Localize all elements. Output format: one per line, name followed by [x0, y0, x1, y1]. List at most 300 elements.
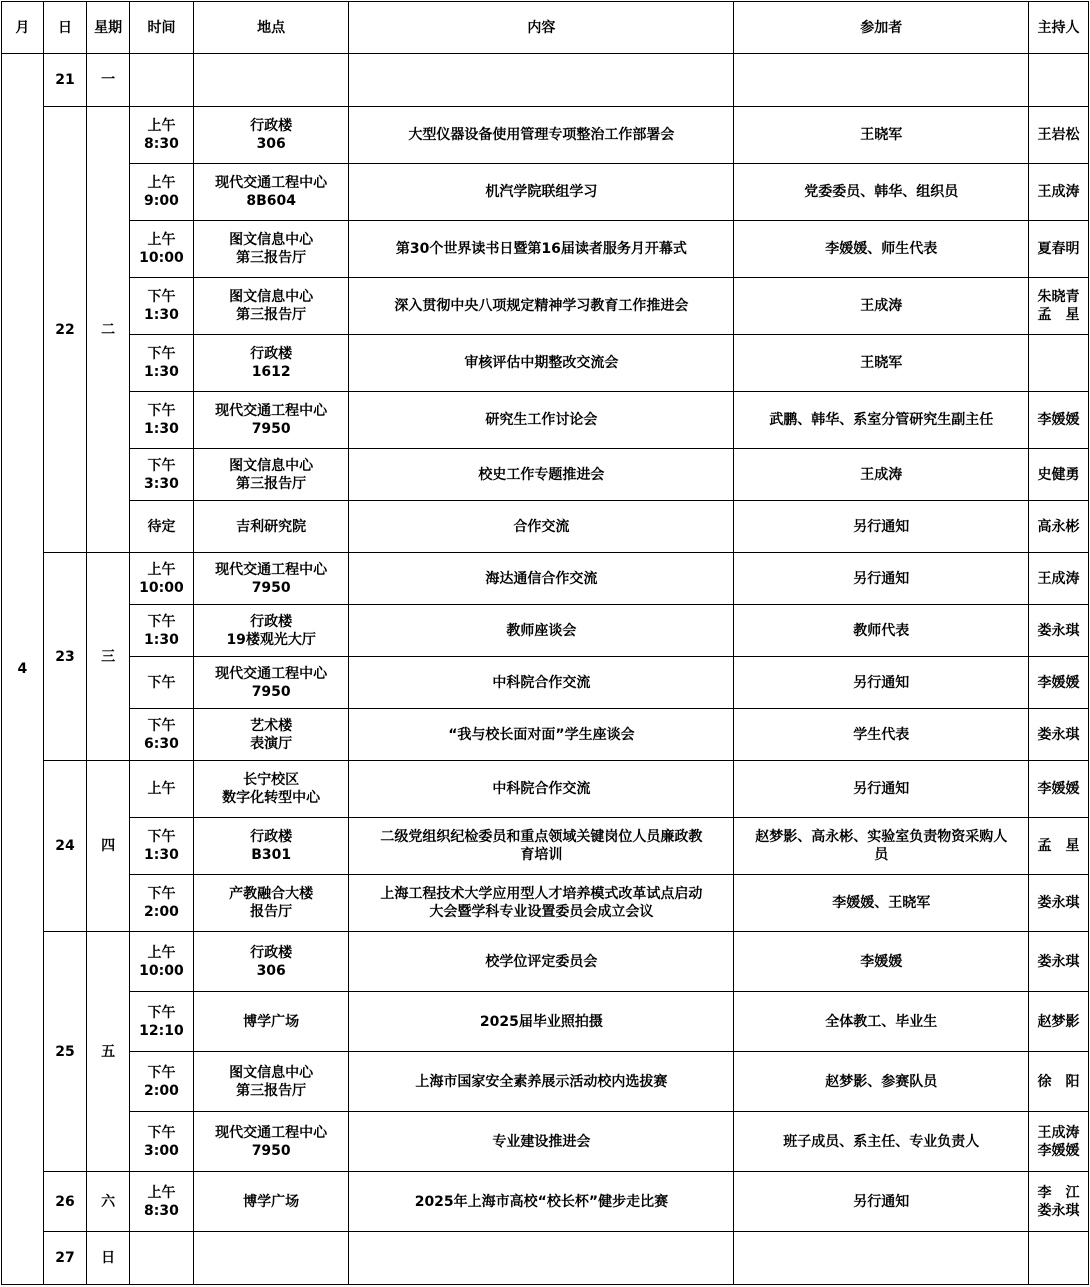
day-cell-line-1: 26	[55, 1193, 75, 1210]
time-cell-line-2: 9:00	[144, 193, 179, 209]
content-cell	[349, 1232, 734, 1285]
day-cell-line-1: 25	[55, 1043, 75, 1060]
location-cell-line-1: 博学广场	[243, 1013, 300, 1030]
participants-cell-line-1: 王成涛	[860, 466, 903, 483]
participants-cell-line-1: 武鹏、韩华、系室分管研究生副主任	[769, 412, 994, 428]
location-cell-line-2: 7950	[251, 579, 291, 596]
location-cell	[193, 54, 348, 107]
time-cell	[129, 657, 193, 709]
day-cell	[43, 54, 87, 107]
content-cell-line-2: 大会暨学科专业设置委员会成立会议	[429, 904, 654, 920]
header-location: 地点	[193, 2, 348, 54]
host-cell-line-1: 李媛媛	[1037, 781, 1080, 797]
content-cell	[349, 54, 734, 107]
location-cell	[193, 449, 348, 501]
location-cell-line-1: 博学广场	[243, 1193, 300, 1210]
time-cell-line-2: 10:00	[139, 250, 184, 266]
content-cell-line-1: “我与校长面对面”学生座谈会	[448, 726, 635, 743]
table-row	[2, 501, 1089, 553]
content-cell-line-1: 教师座谈会	[506, 622, 577, 639]
host-cell	[1029, 164, 1089, 221]
table-row	[2, 605, 1089, 657]
time-cell-line-2: 12:10	[139, 1022, 184, 1039]
content-cell	[349, 657, 734, 709]
time-cell-line-2: 1:30	[144, 421, 179, 437]
time-cell	[129, 107, 193, 164]
weekday-cell-line-1: 三	[101, 648, 116, 665]
participants-cell-line-1: 王晓军	[860, 127, 903, 143]
table-row	[2, 392, 1089, 449]
location-cell-line-2: 第三报告厅	[236, 307, 307, 323]
host-cell	[1029, 107, 1089, 164]
table-row	[2, 449, 1089, 501]
location-cell	[193, 553, 348, 605]
content-cell-line-1: 上海市国家安全素养展示活动校内选拔赛	[415, 1073, 668, 1090]
weekday-cell	[87, 1172, 130, 1232]
host-cell	[1029, 501, 1089, 553]
time-cell	[129, 875, 193, 932]
time-cell-line-1: 下午	[147, 1004, 176, 1021]
day-cell	[43, 932, 87, 1172]
weekday-cell-line-1: 二	[101, 321, 116, 338]
header-time: 时间	[129, 2, 193, 54]
location-cell	[193, 1052, 348, 1112]
host-cell	[1029, 392, 1089, 449]
time-cell	[129, 553, 193, 605]
time-cell-line-2: 2:00	[144, 1082, 179, 1099]
header-host: 主持人	[1029, 2, 1089, 54]
time-cell-line-2: 1:30	[144, 364, 179, 380]
weekday-cell-line-1: 五	[101, 1043, 116, 1060]
content-cell	[349, 875, 734, 932]
day-cell	[43, 107, 87, 553]
time-cell	[129, 164, 193, 221]
location-cell	[193, 1232, 348, 1285]
table-row	[2, 221, 1089, 278]
location-cell-line-1: 行政楼	[250, 118, 293, 134]
content-cell-line-1: 合作交流	[513, 518, 570, 535]
host-cell	[1029, 221, 1089, 278]
table-row	[2, 932, 1089, 992]
location-cell	[193, 164, 348, 221]
host-cell	[1029, 278, 1089, 335]
content-cell-line-2: 育培训	[520, 847, 563, 863]
time-cell-line-1: 上午	[147, 232, 176, 248]
weekday-cell-line-1: 四	[101, 838, 116, 854]
table-row	[2, 657, 1089, 709]
participants-cell-line-1: 另行通知	[853, 1193, 910, 1210]
month-cell	[2, 54, 44, 1285]
weekday-cell-line-1: 六	[101, 1193, 116, 1210]
table-row	[2, 1172, 1089, 1232]
participants-cell-line-1: 党委委员、韩华、组织员	[804, 184, 959, 200]
host-cell	[1029, 605, 1089, 657]
location-cell	[193, 1172, 348, 1232]
time-cell	[129, 761, 193, 818]
time-cell	[129, 1052, 193, 1112]
time-cell	[129, 221, 193, 278]
content-cell-line-1: 大型仪器设备使用管理专项整治工作部署会	[408, 127, 675, 143]
location-cell-line-2: 数字化转型中心	[222, 790, 321, 806]
time-cell-line-1: 下午	[147, 829, 176, 845]
time-cell-line-1: 下午	[147, 886, 176, 902]
participants-cell-line-1: 另行通知	[853, 570, 910, 587]
time-cell-line-2: 2:00	[144, 904, 179, 920]
location-cell	[193, 709, 348, 761]
table-row	[2, 761, 1089, 818]
participants-cell	[734, 709, 1029, 761]
header-month: 月	[2, 2, 44, 54]
participants-cell	[734, 392, 1029, 449]
table-row	[2, 553, 1089, 605]
host-cell-line-1: 王成涛	[1037, 1124, 1080, 1141]
participants-cell-line-1: 赵梦影、高永彬、实验室负责物资采购人	[755, 829, 1008, 845]
participants-cell	[734, 932, 1029, 992]
time-cell-line-2: 10:00	[139, 962, 184, 979]
weekday-cell	[87, 761, 130, 932]
content-cell	[349, 392, 734, 449]
location-cell-line-2: 第三报告厅	[236, 475, 307, 492]
content-cell-line-1: 研究生工作讨论会	[485, 412, 598, 428]
content-cell-line-1: 校学位评定委员会	[485, 953, 598, 970]
participants-cell	[734, 449, 1029, 501]
time-cell	[129, 1112, 193, 1172]
table-row	[2, 1112, 1089, 1172]
time-cell	[129, 818, 193, 875]
content-cell	[349, 449, 734, 501]
content-cell	[349, 709, 734, 761]
content-cell	[349, 761, 734, 818]
participants-cell-line-1: 王成涛	[860, 298, 903, 314]
table-row	[2, 107, 1089, 164]
day-cell-line-1: 22	[55, 321, 75, 338]
host-cell	[1029, 1112, 1089, 1172]
location-cell	[193, 107, 348, 164]
time-cell-line-2: 1:30	[144, 847, 179, 863]
schedule-body	[2, 54, 1089, 1285]
content-cell-line-1: 中科院合作交流	[492, 674, 591, 691]
participants-cell	[734, 1232, 1029, 1285]
content-cell-line-1: 第30个世界读书日暨第16届读者服务月开幕式	[395, 241, 687, 257]
weekday-cell-line-1: 一	[101, 72, 116, 88]
host-cell	[1029, 818, 1089, 875]
participants-cell-line-1: 王晓军	[860, 355, 903, 371]
time-cell-line-1: 下午	[147, 403, 176, 419]
host-cell	[1029, 657, 1089, 709]
time-cell-line-1: 上午	[147, 1184, 176, 1201]
location-cell	[193, 278, 348, 335]
location-cell	[193, 932, 348, 992]
header-participants: 参加者	[734, 2, 1029, 54]
time-cell-line-1: 上午	[147, 781, 176, 797]
location-cell-line-1: 图文信息中心	[229, 457, 314, 474]
content-cell	[349, 1112, 734, 1172]
participants-cell-line-1: 学生代表	[853, 726, 910, 743]
participants-cell-line-1: 李媛媛、王晓军	[832, 895, 931, 911]
participants-cell-line-1: 班子成员、系主任、专业负责人	[783, 1133, 980, 1150]
participants-cell	[734, 605, 1029, 657]
content-cell	[349, 992, 734, 1052]
location-cell-line-1: 长宁校区	[243, 772, 300, 788]
participants-cell-line-1: 另行通知	[853, 781, 910, 797]
content-cell	[349, 164, 734, 221]
location-cell	[193, 501, 348, 553]
day-cell	[43, 761, 87, 932]
host-cell-line-1: 娄永琪	[1037, 726, 1080, 743]
host-cell-line-1: 王成涛	[1037, 570, 1080, 587]
time-cell-line-2: 3:30	[144, 475, 179, 492]
location-cell-line-1: 图文信息中心	[229, 1064, 314, 1081]
day-cell-line-1: 24	[55, 838, 75, 854]
location-cell	[193, 875, 348, 932]
host-cell	[1029, 992, 1089, 1052]
time-cell	[129, 392, 193, 449]
location-cell-line-1: 图文信息中心	[229, 289, 314, 305]
time-cell-line-2: 10:00	[139, 579, 184, 596]
content-cell-line-1: 二级党组织纪检委员和重点领域关键岗位人员廉政教	[380, 829, 703, 845]
location-cell-line-1: 行政楼	[250, 346, 293, 362]
location-cell-line-1: 产教融合大楼	[229, 886, 314, 902]
weekday-cell	[87, 107, 130, 553]
time-cell-line-1: 上午	[147, 944, 176, 961]
participants-cell-line-1: 赵梦影、参赛队员	[825, 1073, 938, 1090]
table-row	[2, 818, 1089, 875]
participants-cell	[734, 761, 1029, 818]
time-cell-line-2: 3:00	[144, 1142, 179, 1159]
location-cell-line-2: 19楼观光大厅	[226, 631, 316, 648]
schedule-table	[1, 1, 1089, 1285]
host-cell-line-1: 李 江	[1037, 1184, 1080, 1201]
time-cell	[129, 501, 193, 553]
participants-cell	[734, 818, 1029, 875]
weekday-cell-line-1: 日	[101, 1250, 116, 1266]
location-cell	[193, 992, 348, 1052]
content-cell	[349, 553, 734, 605]
time-cell	[129, 335, 193, 392]
host-cell	[1029, 553, 1089, 605]
time-cell-line-1: 下午	[147, 289, 176, 305]
location-cell-line-1: 艺术楼	[250, 717, 293, 734]
participants-cell	[734, 501, 1029, 553]
host-cell	[1029, 875, 1089, 932]
time-cell	[129, 278, 193, 335]
participants-cell	[734, 992, 1029, 1052]
time-cell-line-1: 下午	[147, 457, 176, 474]
host-cell-line-1: 史健勇	[1037, 466, 1080, 483]
time-cell	[129, 992, 193, 1052]
header-content: 内容	[349, 2, 734, 54]
participants-cell	[734, 875, 1029, 932]
weekday-cell	[87, 54, 130, 107]
content-cell	[349, 1052, 734, 1112]
table-row	[2, 709, 1089, 761]
day-cell-line-1: 23	[55, 648, 75, 665]
time-cell-line-1: 上午	[147, 561, 176, 578]
host-cell-line-1: 夏春明	[1037, 241, 1080, 257]
header-day: 日	[43, 2, 87, 54]
host-cell	[1029, 54, 1089, 107]
day-cell	[43, 1172, 87, 1232]
time-cell-line-1: 下午	[147, 1064, 176, 1081]
time-cell-line-2: 1:30	[144, 631, 179, 648]
host-cell	[1029, 1052, 1089, 1112]
location-cell-line-2: 1612	[251, 364, 291, 380]
participants-cell-line-1: 另行通知	[853, 518, 910, 535]
content-cell	[349, 501, 734, 553]
content-cell	[349, 605, 734, 657]
participants-cell	[734, 278, 1029, 335]
content-cell-line-1: 机汽学院联组学习	[485, 184, 598, 200]
time-cell-line-2: 1:30	[144, 307, 179, 323]
content-cell	[349, 335, 734, 392]
time-cell-line-1: 下午	[147, 717, 176, 734]
location-cell	[193, 761, 348, 818]
day-cell-line-1: 27	[55, 1250, 75, 1266]
day-cell	[43, 1232, 87, 1285]
location-cell-line-1: 吉利研究院	[236, 518, 307, 535]
location-cell-line-2: 7950	[251, 683, 291, 700]
host-cell-line-2: 娄永琪	[1037, 1202, 1080, 1219]
content-cell-line-1: 深入贯彻中央八项规定精神学习教育工作推进会	[394, 298, 689, 314]
content-cell	[349, 818, 734, 875]
host-cell-line-1: 娄永琪	[1037, 895, 1080, 911]
table-row	[2, 1052, 1089, 1112]
time-cell	[129, 449, 193, 501]
content-cell	[349, 932, 734, 992]
location-cell-line-1: 现代交通工程中心	[215, 1124, 328, 1141]
weekday-cell	[87, 553, 130, 761]
time-cell	[129, 709, 193, 761]
time-cell-line-1: 下午	[147, 613, 176, 630]
weekday-cell	[87, 1232, 130, 1285]
location-cell-line-1: 行政楼	[250, 944, 293, 961]
header-weekday: 星期	[87, 2, 130, 54]
location-cell	[193, 818, 348, 875]
participants-cell	[734, 1112, 1029, 1172]
participants-cell-line-1: 另行通知	[853, 674, 910, 691]
host-cell-line-1: 高永彬	[1037, 518, 1080, 535]
content-cell-line-1: 专业建设推进会	[492, 1133, 591, 1150]
host-cell	[1029, 709, 1089, 761]
participants-cell-line-1: 教师代表	[853, 622, 910, 639]
content-cell-line-1: 2025届毕业照拍摄	[479, 1013, 603, 1030]
day-cell-line-1: 21	[55, 72, 75, 88]
host-cell	[1029, 1172, 1089, 1232]
table-row	[2, 278, 1089, 335]
time-cell-line-1: 待定	[147, 518, 176, 535]
location-cell-line-1: 行政楼	[250, 613, 293, 630]
participants-cell-line-2: 员	[874, 847, 889, 863]
location-cell	[193, 657, 348, 709]
host-cell-line-2: 孟 星	[1037, 307, 1080, 323]
location-cell	[193, 335, 348, 392]
table-row	[2, 992, 1089, 1052]
location-cell-line-2: B301	[251, 847, 292, 863]
host-cell	[1029, 449, 1089, 501]
host-cell-line-1: 朱晓青	[1037, 289, 1080, 305]
location-cell-line-1: 图文信息中心	[229, 232, 314, 248]
content-cell-line-1: 海达通信合作交流	[485, 570, 598, 587]
host-cell	[1029, 335, 1089, 392]
host-cell-line-1: 王成涛	[1037, 184, 1080, 200]
content-cell-line-1: 审核评估中期整改交流会	[464, 355, 619, 371]
participants-cell	[734, 335, 1029, 392]
time-cell	[129, 1232, 193, 1285]
location-cell-line-2: 表演厅	[250, 735, 293, 752]
location-cell-line-2: 报告厅	[250, 904, 293, 920]
location-cell-line-1: 现代交通工程中心	[215, 561, 328, 578]
participants-cell	[734, 54, 1029, 107]
participants-cell	[734, 1172, 1029, 1232]
location-cell-line-1: 行政楼	[250, 829, 293, 845]
location-cell-line-2: 306	[256, 136, 286, 152]
content-cell-line-1: 上海工程技术大学应用型人才培养模式改革试点启动	[380, 886, 703, 902]
participants-cell	[734, 221, 1029, 278]
content-cell	[349, 107, 734, 164]
location-cell-line-2: 7950	[251, 421, 291, 437]
content-cell	[349, 1172, 734, 1232]
location-cell	[193, 605, 348, 657]
table-row	[2, 875, 1089, 932]
participants-cell-line-1: 全体教工、毕业生	[825, 1013, 938, 1030]
location-cell-line-2: 第三报告厅	[236, 250, 307, 266]
time-cell	[129, 605, 193, 657]
location-cell-line-2: 8B604	[246, 193, 296, 209]
header-row	[2, 2, 1089, 54]
host-cell-line-1: 徐 阳	[1037, 1073, 1080, 1090]
location-cell-line-1: 现代交通工程中心	[215, 403, 328, 419]
host-cell	[1029, 761, 1089, 818]
location-cell-line-2: 7950	[251, 1142, 291, 1159]
host-cell-line-1: 李媛媛	[1037, 674, 1080, 691]
location-cell-line-1: 现代交通工程中心	[215, 665, 328, 682]
table-row	[2, 54, 1089, 107]
location-cell-line-2: 第三报告厅	[236, 1082, 307, 1099]
participants-cell	[734, 164, 1029, 221]
time-cell-line-2: 8:30	[144, 136, 179, 152]
host-cell-line-1: 孟 星	[1037, 838, 1080, 854]
location-cell-line-2: 306	[256, 962, 286, 979]
day-cell	[43, 553, 87, 761]
host-cell-line-1: 王岩松	[1037, 127, 1080, 143]
time-cell-line-1: 上午	[147, 175, 176, 191]
table-row	[2, 335, 1089, 392]
location-cell	[193, 392, 348, 449]
time-cell	[129, 1172, 193, 1232]
location-cell	[193, 221, 348, 278]
table-row	[2, 1232, 1089, 1285]
location-cell	[193, 1112, 348, 1172]
time-cell-line-1: 下午	[147, 1124, 176, 1141]
location-cell-line-1: 现代交通工程中心	[215, 175, 328, 191]
table-row	[2, 164, 1089, 221]
time-cell-line-2: 6:30	[144, 735, 179, 752]
month-cell-line-1: 4	[17, 661, 28, 677]
time-cell-line-1: 上午	[147, 118, 176, 134]
time-cell-line-1: 下午	[147, 674, 176, 691]
content-cell-line-1: 2025年上海市高校“校长杯”健步走比赛	[414, 1193, 669, 1210]
host-cell-line-2: 李媛媛	[1037, 1142, 1080, 1159]
content-cell	[349, 278, 734, 335]
host-cell-line-1: 李媛媛	[1037, 412, 1080, 428]
participants-cell-line-1: 李媛媛	[860, 953, 903, 970]
time-cell	[129, 54, 193, 107]
participants-cell	[734, 657, 1029, 709]
time-cell	[129, 932, 193, 992]
time-cell-line-2: 8:30	[144, 1202, 179, 1219]
host-cell-line-1: 娄永琪	[1037, 622, 1080, 639]
weekday-cell	[87, 932, 130, 1172]
